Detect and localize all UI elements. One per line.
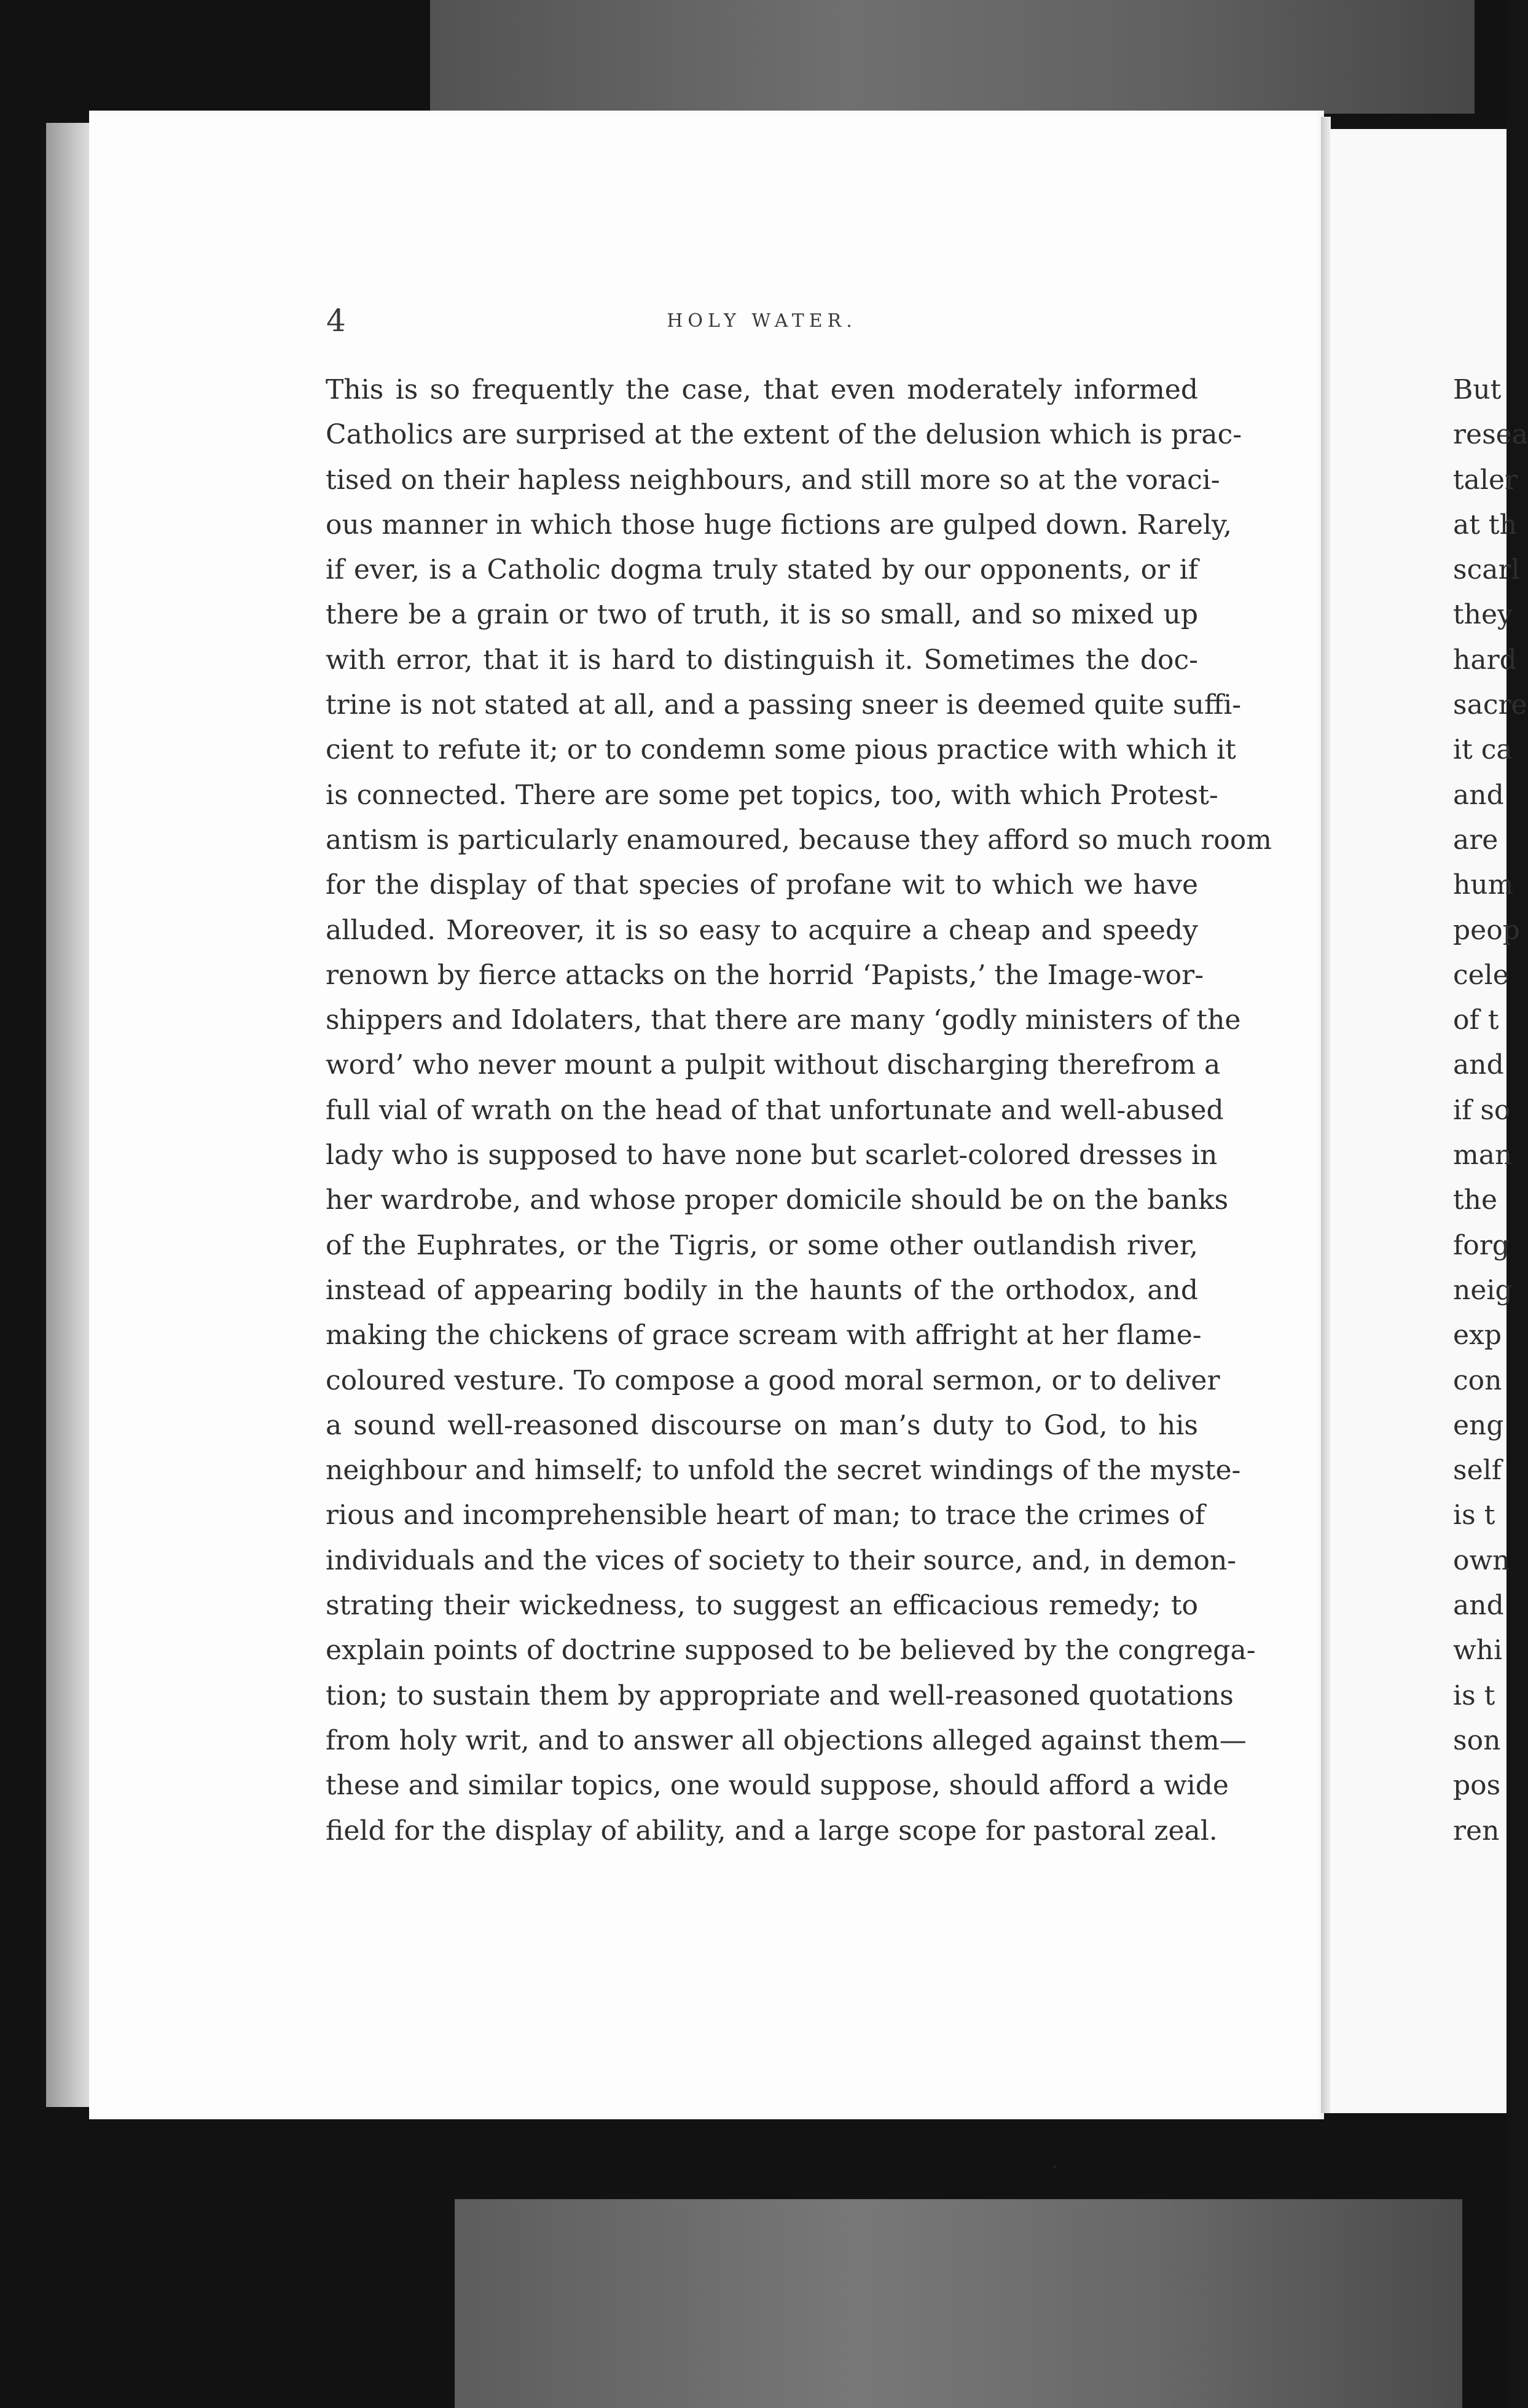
facing-text-fragment: son bbox=[1453, 1724, 1501, 1756]
facing-text-fragment: if so bbox=[1453, 1094, 1511, 1126]
text-line: full vial of wrath on the head of that unfortunate and well-abused bbox=[326, 1094, 1224, 1126]
text-line: This is so frequently the case, that even moderately informed bbox=[326, 374, 1198, 405]
facing-text-fragment: hum bbox=[1453, 869, 1514, 901]
text-line: instead of appearing bodily in the haunts of the orthodox, and bbox=[326, 1274, 1198, 1306]
text-line: is connected. There are some pet topics, too, with which Protest- bbox=[326, 779, 1218, 811]
facing-text-fragment: at th bbox=[1453, 509, 1517, 541]
text-line: individuals and the vices of society to their source, and, in demon- bbox=[326, 1544, 1237, 1576]
top-scanner-band bbox=[430, 0, 1475, 114]
facing-text-fragment: is t bbox=[1453, 1679, 1495, 1711]
facing-text-fragment: But bbox=[1453, 374, 1502, 405]
facing-text-fragment: of t bbox=[1453, 1004, 1499, 1036]
page-edge bbox=[46, 123, 89, 2107]
facing-text-fragment: is t bbox=[1453, 1499, 1495, 1531]
facing-text-fragment: forg bbox=[1453, 1229, 1510, 1261]
body-text bbox=[326, 367, 1272, 1853]
text-line: from holy writ, and to answer all objections alleged against them— bbox=[326, 1724, 1247, 1756]
text-line: field for the display of ability, and a large scope for pastoral zeal. bbox=[326, 1815, 1218, 1847]
facing-text-fragment: man bbox=[1453, 1140, 1513, 1171]
text-line: with error, that it is hard to distinguish it. Sometimes the doc- bbox=[326, 644, 1198, 676]
facing-text-fragment: ren bbox=[1453, 1815, 1500, 1847]
text-line: tion; to sustain them by appropriate and well-reasoned quotations bbox=[326, 1679, 1234, 1711]
text-line: alluded. Moreover, it is so easy to acquire a cheap and speedy bbox=[326, 914, 1198, 946]
facing-text-fragment: peop bbox=[1453, 914, 1520, 946]
text-line: explain points of doctrine supposed to be believed by the congrega- bbox=[326, 1635, 1256, 1667]
text-line: cient to refute it; or to condemn some pious practice with which it bbox=[326, 734, 1236, 766]
facing-text-fragment: and bbox=[1453, 1049, 1504, 1081]
facing-text-fragment: are bbox=[1453, 824, 1499, 856]
facing-text-fragment: the bbox=[1453, 1184, 1498, 1216]
text-line: Catholics are surprised at the extent of the delusion which is prac- bbox=[326, 419, 1242, 451]
text-line: shippers and Idolaters, that there are many ‘godly ministers of the bbox=[326, 1004, 1241, 1036]
text-line: for the display of that species of profane wit to which we have bbox=[326, 869, 1198, 901]
text-line: of the Euphrates, or the Tigris, or some other outlandish river, bbox=[326, 1229, 1198, 1261]
facing-text-fragment: pos bbox=[1453, 1770, 1501, 1802]
text-line: word’ who never mount a pulpit without discharging therefrom a bbox=[326, 1049, 1221, 1081]
facing-text-fragment: scarl bbox=[1453, 554, 1520, 586]
facing-text-fragment: self bbox=[1453, 1455, 1502, 1487]
text-line: antism is particularly enamoured, because they afford so much room bbox=[326, 824, 1272, 856]
text-line: rious and incomprehensible heart of man; to trace the crimes of bbox=[326, 1499, 1205, 1531]
text-line: neighbour and himself; to unfold the secret windings of the myste- bbox=[326, 1455, 1241, 1487]
facing-text-fragment: hard bbox=[1453, 644, 1517, 676]
text-line: these and similar topics, one would suppose, should afford a wide bbox=[326, 1770, 1229, 1802]
facing-text-fragment: own bbox=[1453, 1544, 1510, 1576]
facing-text-fragment: and bbox=[1453, 1590, 1504, 1622]
facing-text-fragment: taler bbox=[1453, 464, 1518, 496]
facing-text-fragment: con bbox=[1453, 1364, 1502, 1396]
facing-page-text bbox=[1453, 367, 1527, 1853]
facing-text-fragment: they bbox=[1453, 599, 1513, 631]
book-gutter bbox=[1321, 117, 1331, 2113]
running-title: HOLY WATER. bbox=[667, 310, 857, 332]
facing-text-fragment: and bbox=[1453, 779, 1504, 811]
text-line: ous manner in which those huge fictions are gulped down. Rarely, bbox=[326, 509, 1232, 541]
facing-text-fragment: it ca bbox=[1453, 734, 1513, 766]
text-line: lady who is supposed to have none but scarlet-colored dresses in bbox=[326, 1140, 1218, 1171]
facing-text-fragment: neig bbox=[1453, 1274, 1513, 1306]
text-line: coloured vesture. To compose a good moral sermon, or to deliver bbox=[326, 1364, 1220, 1396]
text-line: there be a grain or two of truth, it is so small, and so mixed up bbox=[326, 599, 1198, 631]
facing-text-fragment: eng bbox=[1453, 1409, 1504, 1441]
text-line: strating their wickedness, to suggest an efficacious remedy; to bbox=[326, 1590, 1198, 1622]
facing-text-fragment: cele bbox=[1453, 959, 1509, 991]
text-line: if ever, is a Catholic dogma truly stated by our opponents, or if bbox=[326, 554, 1198, 586]
bottom-scanner-band bbox=[455, 2199, 1462, 2408]
page-header bbox=[323, 302, 1201, 339]
text-line: making the chickens of grace scream with affright at her flame- bbox=[326, 1319, 1202, 1351]
text-line: trine is not stated at all, and a passing sneer is deemed quite suffi- bbox=[326, 689, 1242, 721]
text-line: renown by fierce attacks on the horrid ‘Papists,’ the Image-wor- bbox=[326, 959, 1204, 991]
text-line: her wardrobe, and whose proper domicile should be on the banks bbox=[326, 1184, 1229, 1216]
facing-text-fragment: whi bbox=[1453, 1635, 1503, 1667]
facing-text-fragment: exp bbox=[1453, 1319, 1502, 1351]
facing-text-fragment: sacre bbox=[1453, 689, 1527, 721]
page-number: 4 bbox=[326, 303, 346, 338]
text-line: a sound well-reasoned discourse on man’s duty to God, to his bbox=[326, 1409, 1198, 1441]
facing-text-fragment: resea bbox=[1453, 419, 1528, 451]
text-line: tised on their hapless neighbours, and still more so at the voraci- bbox=[326, 464, 1220, 496]
